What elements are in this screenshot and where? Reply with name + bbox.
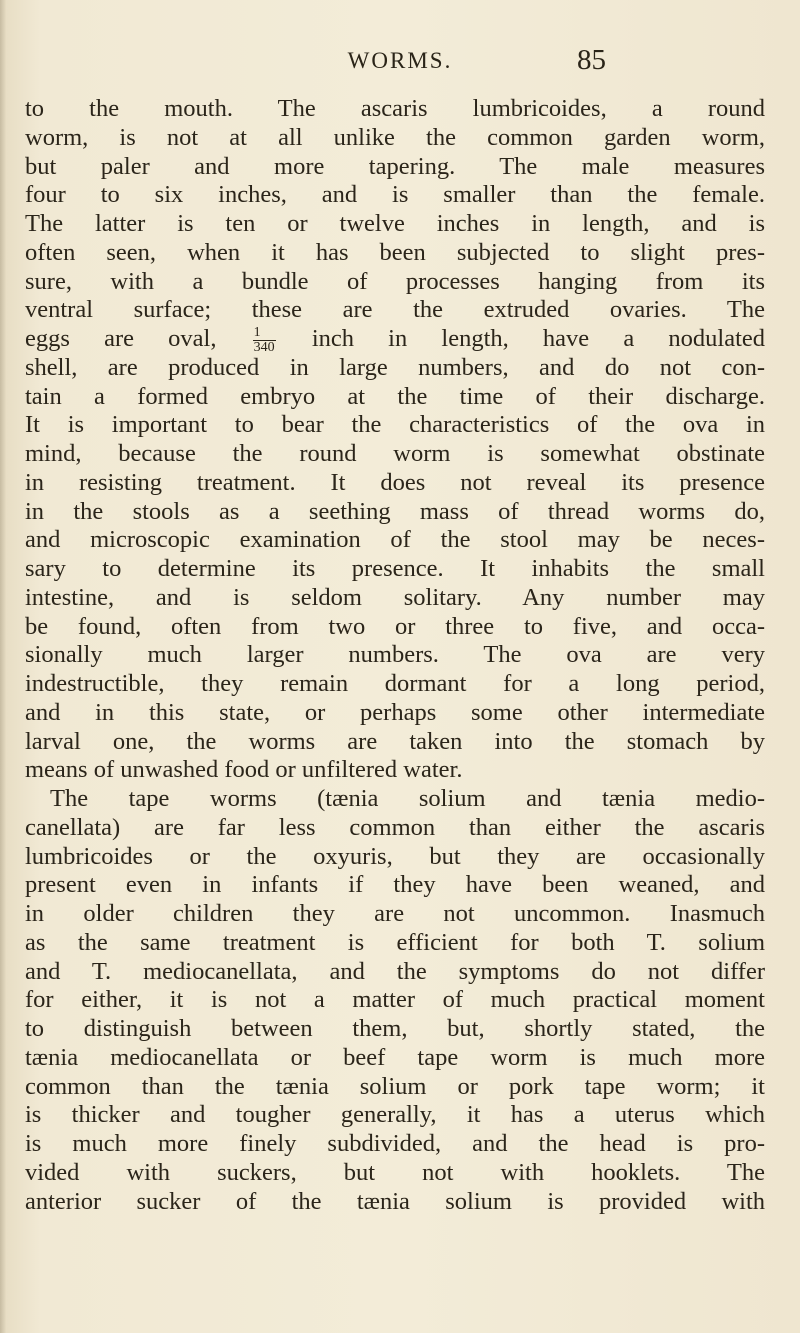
- text-line: worm, is not at all unlike the common garden worm,: [25, 123, 765, 151]
- page-number: 85: [577, 44, 606, 76]
- text-line: as the same treatment is efficient for both T. solium: [25, 928, 765, 956]
- text-line: in older children they are not uncommon. Inasmuch: [25, 900, 765, 927]
- text-line: common than the tænia solium or pork tape worm; it: [25, 1072, 765, 1100]
- fraction-numerator: 1: [253, 326, 276, 341]
- text-line: in resisting treatment. It does not reveal its presence: [25, 468, 765, 496]
- text-line: often seen, when it has been subjected to slight pres-: [25, 238, 765, 266]
- text-line: canellata) are far less common than either the ascaris: [25, 813, 765, 841]
- text-line: indestructible, they remain dormant for a long period,: [25, 670, 765, 697]
- text-line: ventral surface; these are the extruded ovaries. The: [25, 296, 765, 324]
- text-line: tain a formed embryo at the time of their discharge.: [25, 382, 765, 410]
- text-line: present even in infants if they have been weaned, and: [25, 871, 765, 899]
- text-line: is thicker and tougher generally, it has a uterus which: [25, 1101, 765, 1129]
- text-line: sary to determine its presence. It inhabits the small: [25, 555, 765, 582]
- eggs-line-after: inch in length, have a nodulated: [311, 325, 765, 352]
- fraction-denominator: 340: [253, 339, 275, 355]
- text-line: but paler and more tapering. The male measures: [25, 152, 765, 180]
- text-line: sionally much larger numbers. The ova are very: [25, 641, 765, 669]
- text-line: shell, are produced in large numbers, and do not con-: [25, 353, 765, 381]
- text-line: The latter is ten or twelve inches in length, and is: [25, 210, 765, 237]
- text-line: means of unwashed food or unfiltered water.: [25, 756, 463, 784]
- running-head: WORMS.: [347, 48, 453, 73]
- page-header: [0, 40, 800, 80]
- text-line: lumbricoides or the oxyuris, but they are occasionally: [25, 842, 765, 870]
- text-line: for either, it is not a matter of much practical moment: [25, 986, 765, 1014]
- text-line-eggs: [25, 325, 765, 354]
- paragraph-2-first-line: The tape worms (tænia solium and tænia medio-: [50, 785, 765, 812]
- fraction: [253, 326, 276, 355]
- eggs-line-before: eggs are oval,: [25, 325, 217, 352]
- text-line: to distinguish between them, but, shortly stated, the: [25, 1015, 765, 1042]
- text-line: in the stools as a seething mass of thread worms do,: [25, 497, 765, 525]
- text-line: intestine, and is seldom solitary. Any number may: [25, 583, 765, 611]
- text-line: four to six inches, and is smaller than the female.: [25, 181, 765, 209]
- page-gutter: [0, 0, 6, 1333]
- text-line: is much more finely subdivided, and the head is pro-: [25, 1130, 765, 1157]
- text-line: It is important to bear the characteristics of the ova in: [25, 411, 765, 439]
- text-line: be found, often from two or three to five, and occa-: [25, 612, 765, 640]
- text-line: and T. mediocanellata, and the symptoms do not differ: [25, 957, 765, 985]
- body-text: [25, 95, 765, 1216]
- text-line: tænia mediocanellata or beef tape worm is much more: [25, 1043, 765, 1071]
- text-line: larval one, the worms are taken into the stomach by: [25, 727, 765, 755]
- text-line: anterior sucker of the tænia solium is provided with: [25, 1187, 765, 1215]
- text-line: and microscopic examination of the stool may be neces-: [25, 526, 765, 554]
- text-line: vided with suckers, but not with hooklets. The: [25, 1158, 765, 1186]
- text-line: to the mouth. The ascaris lumbricoides, a round: [25, 95, 765, 122]
- text-line: mind, because the round worm is somewhat obstinate: [25, 440, 765, 467]
- text-line: sure, with a bundle of processes hanging from its: [25, 267, 765, 295]
- text-line: and in this state, or perhaps some other intermediate: [25, 698, 765, 726]
